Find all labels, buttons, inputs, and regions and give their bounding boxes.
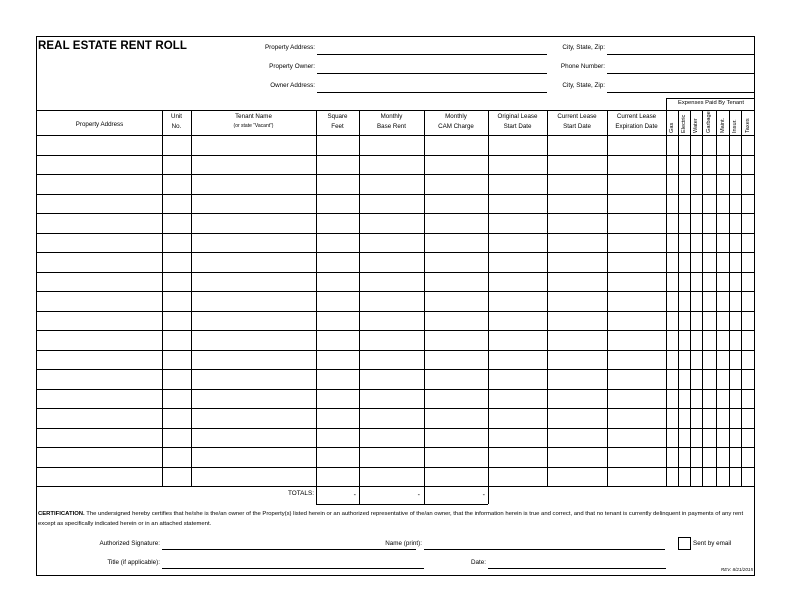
expenses-group-label: Expenses Paid By Tenant [678, 100, 744, 106]
certification-body: The undersigned hereby certifies that he/she is the/an owner of the Property(s) listed herein or an authorized representative of the/an owner, that the information herein is true and correct, and that no tenant is currently delinquent in payments of any rent except as specifically indicated herein or in an attached statement. [38, 511, 744, 527]
table-row[interactable] [37, 136, 754, 155]
owner-address-label: Owner Address: [270, 82, 315, 89]
col-header-base-line1: Monthly [380, 113, 403, 120]
city-state-zip-field-2[interactable] [607, 92, 754, 93]
authorized-signature-field[interactable] [162, 549, 416, 550]
table-row[interactable] [37, 468, 754, 487]
col-header-exp-line2: Expiration Date [615, 122, 658, 130]
col-header-orig-line1: Original Lease [497, 113, 538, 120]
table-row[interactable] [37, 409, 754, 428]
table-row[interactable] [37, 214, 754, 233]
phone-number-field[interactable] [607, 73, 754, 74]
table-row[interactable] [37, 370, 754, 389]
totals-label: TOTALS: [287, 490, 314, 497]
certification-heading: CERTIFICATION. [38, 511, 85, 517]
totals-cell-line [359, 486, 360, 504]
col-header-unit-line2: No. [171, 122, 182, 130]
col-header-curr-line1: Current Lease [557, 113, 597, 120]
table-row[interactable] [37, 292, 754, 311]
col-header-cam-line2: CAM Charge [438, 122, 474, 130]
table-row[interactable] [37, 390, 754, 409]
col-header-property-address: Property Address [75, 121, 124, 128]
totals-cell-line [424, 486, 425, 504]
table-row[interactable] [37, 234, 754, 253]
title-field[interactable] [162, 568, 424, 569]
col-header-unit [162, 112, 191, 131]
col-header-base-rent [359, 112, 424, 131]
table-row[interactable] [37, 195, 754, 214]
total-cam-charge: - [482, 492, 485, 499]
col-header-unit-line1: Unit [170, 113, 182, 120]
certification-text [38, 510, 754, 529]
col-header-cam [424, 112, 488, 131]
revision-label: REV. 8/21/2015 [720, 567, 753, 572]
col-header-orig-line2: Start Date [503, 122, 532, 130]
table-row[interactable] [37, 331, 754, 350]
date-label: Date: [470, 559, 486, 566]
expense-col-header-water: Water [693, 118, 699, 133]
col-header-tenant-line2: (or state “Vacant”) [233, 122, 274, 129]
city-state-zip-label-1: City, State, Zip: [562, 44, 605, 51]
total-square-feet: - [353, 492, 356, 499]
name-print-field[interactable] [424, 549, 665, 550]
col-header-original-lease [488, 112, 547, 131]
table-row-line [36, 486, 755, 487]
property-owner-label: Property Owner: [269, 63, 315, 70]
property-address-label: Property Address: [264, 44, 315, 51]
expense-col-header-garbage: Garbage [706, 111, 712, 133]
table-header-top-line [36, 110, 755, 111]
expenses-group-top-line [666, 98, 755, 99]
table-row[interactable] [37, 429, 754, 448]
col-header-base-line2: Base Rent [377, 122, 406, 130]
title-label: Title (if applicable): [107, 559, 160, 566]
form-title: REAL ESTATE RENT ROLL [38, 40, 188, 52]
col-header-current-lease [547, 112, 607, 131]
expense-col-header-gas: Gas [669, 122, 675, 133]
city-state-zip-field-1[interactable] [607, 54, 754, 55]
expense-col-header-maint: Maint. [719, 117, 726, 133]
name-print-label: Name (print): [385, 540, 422, 547]
date-field[interactable] [488, 568, 666, 569]
col-header-sqft-line2: Feet [331, 122, 344, 130]
table-row[interactable] [37, 351, 754, 370]
col-header-cam-line1: Monthly [445, 113, 467, 120]
sent-by-email-checkbox[interactable] [678, 537, 691, 550]
totals-cell-line [316, 486, 317, 504]
col-header-sqft-line1: Square [327, 113, 348, 120]
sent-by-email-label: Sent by email [693, 540, 732, 547]
table-row[interactable] [37, 175, 754, 194]
col-header-tenant-line1: Tenant Name [235, 113, 272, 120]
phone-number-label: Phone Number: [560, 63, 605, 70]
property-address-field[interactable] [317, 54, 547, 55]
table-row[interactable] [37, 273, 754, 292]
expense-col-header-electric: Electric [681, 114, 687, 133]
col-header-tenant [191, 112, 316, 131]
property-owner-field[interactable] [317, 73, 547, 74]
table-row[interactable] [37, 312, 754, 331]
col-header-expiration [607, 112, 666, 131]
total-base-rent: - [417, 492, 420, 499]
expense-col-header-taxes: Taxes [744, 118, 751, 133]
owner-address-field[interactable] [317, 92, 547, 93]
totals-bottom-line [316, 504, 488, 505]
totals-cell-line [488, 486, 489, 504]
table-row[interactable] [37, 156, 754, 175]
authorized-signature-label: Authorized Signature: [99, 540, 160, 547]
table-row[interactable] [37, 253, 754, 272]
col-header-curr-line2: Start Date [563, 122, 591, 130]
table-row[interactable] [37, 448, 754, 467]
city-state-zip-label-2: City, State, Zip: [562, 82, 605, 89]
col-header-exp-line1: Current Lease [616, 113, 657, 120]
col-header-sqft [316, 112, 359, 131]
expense-col-header-insur: Insur. [732, 119, 738, 133]
